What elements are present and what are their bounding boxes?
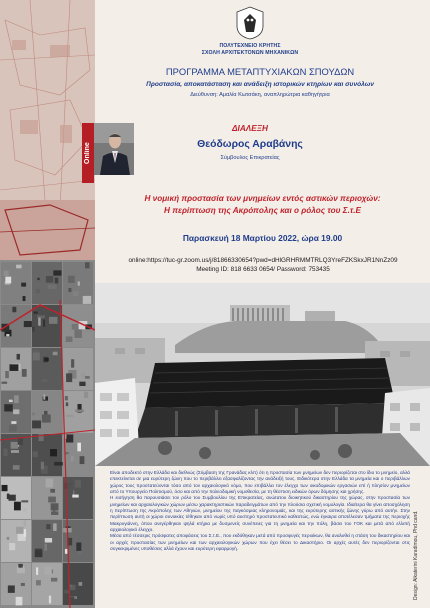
aerial-texture xyxy=(2,485,8,491)
aerial-texture xyxy=(4,404,12,411)
aerial-texture xyxy=(21,583,25,586)
aerial-texture xyxy=(38,318,41,326)
aerial-texture xyxy=(74,330,82,338)
body-paragraph: Είναι αποδεκτό στην Ελλάδα και διεθνώς (Σύμβαση της Γρανάδας κλπ) ότι η προστασία των μνημείων δεν περιορίζεται στο ίδιο το μνημείο, αλλά επεκτείνεται σε μια ευρύτερη ζώνη που το περιβάλλει εξασφαλίζοντας την ανάδειξή τους. Ειδικότερα στην Ελλάδα τα μνημεία και ο περιβάλλων χώρος τους προστατεύονται τόσο από τον αρχαιολογικό νόμο, που επιβάλλει τον έλεγχο των οικοδομικών εργασιών επί ή πλησίον μνημείων από το Υπουργείο Πολιτισμού, όσο και από την πολεοδομική νομοθεσία, με τη θέσπιση ειδικών όρων δόμησης και χρήσης. xyxy=(110,470,410,495)
aerial-texture xyxy=(66,415,73,417)
acropolis-museum-photo xyxy=(95,283,430,466)
aerial-texture xyxy=(14,502,21,511)
aerial-texture xyxy=(75,409,84,412)
aerial-texture xyxy=(71,456,74,461)
aerial-texture xyxy=(46,524,50,529)
aerial-texture xyxy=(9,425,17,431)
aerial-texture xyxy=(54,462,63,466)
aerial-texture xyxy=(51,503,59,510)
aerial-texture xyxy=(77,443,81,452)
talk-title-line2: Η περίπτωση της Ακρόπολης και ο ρόλος του Σ.τ.Ε xyxy=(164,206,361,215)
aerial-texture xyxy=(34,312,38,314)
aerial-texture xyxy=(33,352,40,360)
aerial-texture xyxy=(85,376,90,379)
aerial-texture xyxy=(5,277,11,284)
program-title: ΠΡΟΓΡΑΜΜΑ ΜΕΤΑΠΤΥΧΙΑΚΩΝ ΣΠΟΥΔΩΝ xyxy=(165,66,355,77)
aerial-texture xyxy=(44,544,47,551)
aerial-texture xyxy=(6,334,9,336)
aerial-texture xyxy=(85,262,90,268)
aerial-texture xyxy=(35,549,42,551)
speaker-photo xyxy=(94,123,134,175)
aerial-texture xyxy=(71,359,74,367)
aerial-texture xyxy=(37,278,40,280)
aerial-texture xyxy=(53,270,61,275)
aerial-texture xyxy=(48,497,56,503)
aerial-texture xyxy=(36,567,38,575)
body-paragraph: Η εισήγηση θα παρουσιάσει τον ρόλο του Συμβουλίου της Επικρατείας, ανώτατου διοικητικού δικαστηρίου της χώρας, στην προστασία των μνημείων και αρχαιολογικών χώρων μέσω χαρακτηριστικών παραδειγμάτων από την πλούσια σχετική νομολογία. Ιδιαίτερα θα γίνει αποσχόληση η περίπτωση της Ακρόπολης των Αθηνών, μνημείου της παγκόσμιας κληρονομιάς, και της ευρύτερης αστικής ζώνης γύρω από αυτήν. Στην περίπτωση αυτή οι χώροι συνοικίες τέθηκαν από νωρίς υπό αυστηρό προστατευτικό καθεστώς, ενώ έγκαιρα αποτέλεσαν τμήματα της περιοχής Μακρυγιάννη, όπου ανεγέρθηκαν ψηλά κτήρια με δυσμενείς συνέπειες για τη μνημεία και την πόλη, βάσει του ΓΟΚ και μετά από ελλιπή αρχαιολογικό έλεγχο. xyxy=(110,495,410,533)
aerial-tile xyxy=(1,477,31,519)
aerial-tile xyxy=(32,305,62,347)
aerial-texture xyxy=(83,296,91,304)
aerial-tile xyxy=(1,520,31,562)
aerial-texture xyxy=(32,420,41,428)
aerial-texture xyxy=(43,320,45,327)
aerial-texture xyxy=(32,327,35,332)
aerial-texture xyxy=(75,480,81,488)
aerial-texture xyxy=(68,276,75,283)
speaker-role: Σύμβουλος Επικρατείας xyxy=(220,155,280,161)
aerial-texture xyxy=(23,296,26,301)
aerial-texture xyxy=(16,265,21,269)
aerial-texture xyxy=(33,451,38,457)
program-director: Διεύθυνση: Αμαλία Κωτσάκη, αναπληρώτρια καθηγήτρια xyxy=(190,92,330,98)
aerial-texture xyxy=(55,278,59,284)
program-subtitle: Προστασία, αποκατάσταση και ανάδειξη ιστορικών κτηρίων και συνόλων xyxy=(146,81,374,88)
aerial-texture xyxy=(42,414,51,422)
aerial-texture xyxy=(21,500,28,502)
aerial-texture xyxy=(21,283,26,287)
aerial-texture xyxy=(64,590,69,594)
aerial-texture xyxy=(79,582,83,586)
aerial-texture xyxy=(80,456,85,464)
aerial-texture xyxy=(12,307,16,312)
school-name: ΣΧΟΛΗ ΑΡΧΙΤΕΚΤΟΝΩΝ ΜΗΧΑΝΙΚΩΝ xyxy=(201,50,299,56)
aerial-texture xyxy=(32,413,35,416)
aerial-texture xyxy=(50,489,55,493)
talk-title-line1: Η νομική προστασία των μνημείων εντός αστικών περιοχών: xyxy=(144,194,381,203)
aerial-texture xyxy=(66,434,73,442)
aerial-texture xyxy=(46,276,53,283)
urban-plan-strip xyxy=(0,0,95,608)
aerial-texture xyxy=(9,400,13,402)
aerial-texture xyxy=(68,288,71,292)
event-date: Παρασκευή 18 Μαρτίου 2022, ώρα 19.00 xyxy=(182,233,343,243)
aerial-texture xyxy=(51,578,57,582)
aerial-texture xyxy=(16,597,23,606)
aerial-texture xyxy=(79,382,85,386)
lecture-label: ΔΙΑΛΕΞΗ xyxy=(232,124,268,133)
aerial-texture xyxy=(53,523,56,531)
online-label: Online xyxy=(84,142,91,164)
aerial-texture xyxy=(72,495,78,498)
aerial-tile xyxy=(63,563,93,605)
aerial-texture xyxy=(13,409,19,414)
aerial-texture xyxy=(49,317,58,324)
aerial-texture xyxy=(8,585,15,592)
owl-emblem-icon xyxy=(235,6,265,40)
speaker-name: Θεόδωρος Αραβάνης xyxy=(197,139,303,150)
aerial-texture xyxy=(3,448,7,456)
aerial-texture xyxy=(1,382,7,384)
aerial-texture xyxy=(46,479,54,488)
aerial-texture xyxy=(7,537,9,540)
aerial-texture xyxy=(66,336,73,341)
aerial-texture xyxy=(8,495,15,501)
aerial-texture xyxy=(84,392,88,398)
aerial-texture xyxy=(11,450,19,453)
aerial-texture xyxy=(66,402,68,406)
aerial-texture xyxy=(5,371,9,378)
aerial-texture xyxy=(4,271,9,277)
aerial-texture xyxy=(41,462,44,470)
aerial-texture xyxy=(73,291,78,296)
aerial-texture xyxy=(76,542,81,550)
aerial-texture xyxy=(44,358,48,362)
aerial-texture xyxy=(14,395,19,403)
aerial-texture xyxy=(11,421,16,424)
aerial-texture xyxy=(81,373,85,379)
aerial-texture xyxy=(69,483,72,486)
aerial-texture xyxy=(22,369,27,377)
aerial-texture xyxy=(53,352,58,356)
aerial-texture xyxy=(16,527,24,534)
aerial-texture xyxy=(23,508,27,511)
aerial-texture xyxy=(50,449,57,456)
aerial-texture xyxy=(9,543,15,550)
aerial-texture xyxy=(78,281,80,285)
aerial-tile xyxy=(63,348,93,390)
aerial-texture xyxy=(49,596,51,604)
zoom-link[interactable]: online:https://tuc-gr.zoom.us/j/81866330654?pwd=dHlGRHRMMTRLQ3YreFZKSkxJR1NnZz09 xyxy=(128,257,398,264)
meeting-id-password: Meeting ID: 818 6633 0654/ Password: 753435 xyxy=(196,266,330,273)
aerial-texture xyxy=(24,321,32,327)
aerial-texture xyxy=(44,566,51,574)
aerial-texture xyxy=(66,373,72,382)
aerial-texture xyxy=(9,364,18,371)
aerial-texture xyxy=(65,452,69,454)
aerial-texture xyxy=(17,568,25,574)
institution-name: ΠΟΛΥΤΕΧΝΕΙΟ ΚΡΗΤΗΣ xyxy=(219,43,281,49)
design-credit: Design: Alkaterini Karadimou, Phd cand. xyxy=(413,510,419,600)
body-text xyxy=(110,470,410,552)
aerial-texture xyxy=(36,289,40,293)
aerial-texture xyxy=(65,396,68,400)
body-paragraph: Μέσα από τέσσερις πρόσφατες αποφάσεις του Σ.τ.Ε., που εκδόθηκαν μετά από προσφυγές περιοίκων, θα αναλυθεί η στάση του δικαστηρίου και οι αρχές προστασίας των μνημείων και των αρχαιολογικών χώρων που έχει θέσει το Δικαστήριο. Οι αρχές αυτές δεν περιορίζονται στις συγκεκριμένες υποθέσεις αλλά έχουν και ευρύτερη εφαρμογή. xyxy=(110,533,410,552)
aerial-texture xyxy=(51,511,58,514)
aerial-texture xyxy=(42,379,48,382)
aerial-texture xyxy=(24,520,27,526)
aerial-texture xyxy=(43,394,45,399)
aerial-texture xyxy=(17,354,20,360)
aerial-texture xyxy=(45,538,52,542)
aerial-texture xyxy=(65,549,67,554)
aerial-texture xyxy=(24,529,26,537)
aerial-texture xyxy=(36,580,41,585)
aerial-texture xyxy=(35,550,43,558)
aerial-texture xyxy=(13,465,20,470)
aerial-texture xyxy=(78,551,82,554)
aerial-texture xyxy=(18,438,23,445)
aerial-texture xyxy=(11,442,18,449)
aerial-texture xyxy=(48,285,57,289)
